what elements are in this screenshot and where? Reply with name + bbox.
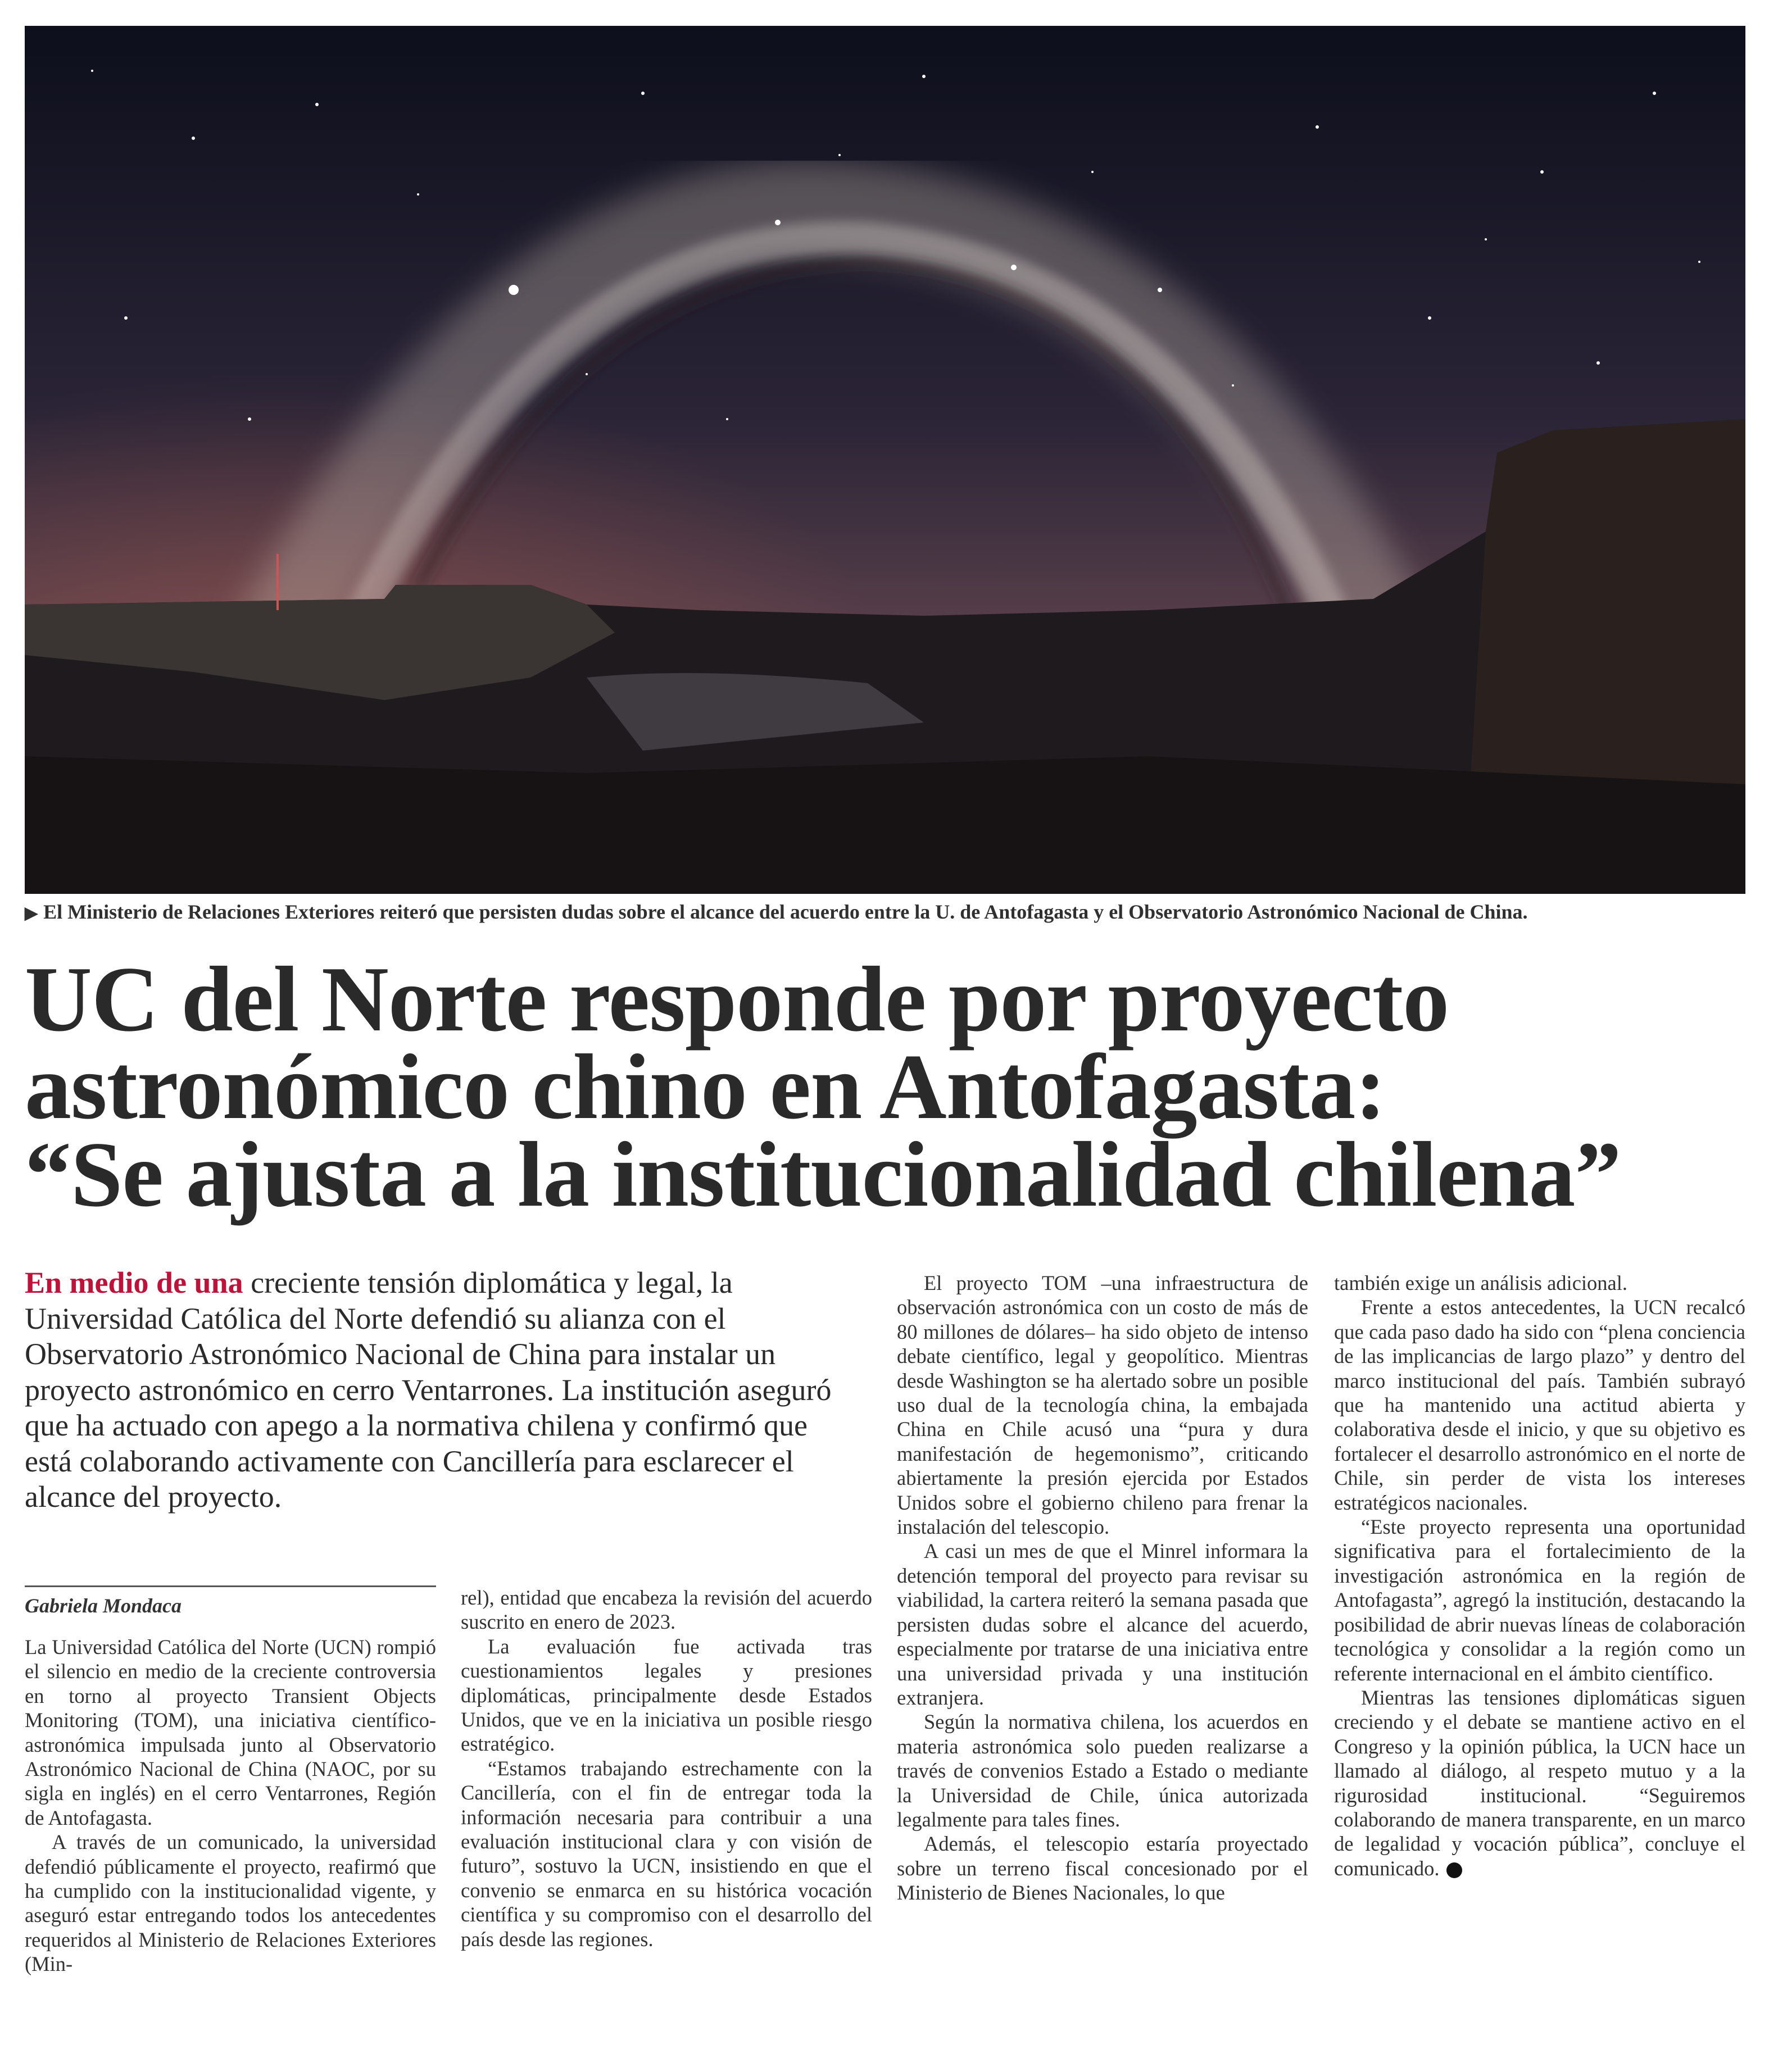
body-column-4 <box>1334 1271 1745 1880</box>
body-column-3 <box>897 1271 1308 1905</box>
body-paragraph: El proyecto TOM –una infraestructura de observación astronómica con un costo de más de 80 millones de dólares– ha sido objeto de intenso debate científico, legal y geopolítico. Mientras desde Washington se ha alertado sobre un posible uso dual de la tecnología china, la embajada China en Chile acusó una “pura y dura manifestación de hegemonismo”, criticando abiertamente la presión ejercida por Estados Unidos sobre el gobierno chileno para frenar la instalación del telescopio. <box>897 1271 1308 1539</box>
lead-kicker: En medio de una <box>25 1266 243 1299</box>
body-column-2 <box>461 1585 872 1951</box>
lead-paragraph <box>25 1265 851 1515</box>
body-column-1 <box>25 1635 436 1976</box>
byline-block <box>25 1585 436 1617</box>
byline: Gabriela Mondaca <box>25 1594 182 1617</box>
end-mark-icon <box>1446 1862 1462 1878</box>
body-paragraph: también exige un análisis adicional. <box>1334 1271 1627 1294</box>
body-paragraph: “Este proyecto representa una oportunidad significativa para el fortalecimiento de la investigación astronómica en la región de Antofagasta”, agregó la institución, destacando la posibilidad de abrir nuevas líneas de colaboración tecnológica y consolidar a la región como un referente internacional en el ámbito científico. <box>1334 1515 1745 1685</box>
body-paragraph: Frente a estos antecedentes, la UCN recalcó que cada paso dado ha sido con “plena conciencia de las implicancias de largo plazo” y dentro del marco institucional del país. También subrayó que ha mantenido una actitud abierta y colaborativa desde el inicio, y que su objetivo es fortalecer el desarrollo astronómico en el norte de Chile, sin perder de vista los intereses estratégicos nacionales. <box>1334 1296 1745 1514</box>
lead-text: creciente tensión diplomática y legal, la Universidad Católica del Norte defendió su alianza con el Observatorio Astronómico Nacional de China para instalar un proyecto astronómico en cerro Ventarrones. La institución aseguró que ha actuado con apego a la normativa chilena y confirmó que está colaborando activamente con Cancillería para esclarecer el alcance del proyecto. <box>25 1266 832 1514</box>
body-paragraph: La evaluación fue activada tras cuestionamientos legales y presiones diplomáticas, principalmente desde Estados Unidos, que ve en la iniciativa un posible riesgo estratégico. <box>461 1634 872 1756</box>
caption-triangle-icon: ▶ <box>25 904 38 923</box>
headline <box>25 947 1756 1226</box>
body-paragraph: A casi un mes de que el Minrel informara la detención temporal del proyecto para revisar su viabilidad, la cartera reiteró la semana pasada que persisten dudas sobre el alcance del acuerdo, especialmente por tratarse de una iniciativa entre una universidad privada y una institución extranjera. <box>897 1539 1308 1709</box>
body-paragraph: A través de un comunicado, la universidad defendió públicamente el proyecto, reafirmó que ha cumplido con la institucionalidad vigente, y aseguró estar entregando todos los antecedentes requeridos al Ministerio de Relaciones Exteriores (Min- <box>25 1830 436 1976</box>
photo-caption <box>25 900 1756 929</box>
body-paragraph: La Universidad Católica del Norte (UCN) rompió el silencio en medio de la creciente controversia en torno al proyecto Transient Objects Monitoring (TOM), una iniciativa científico-astronómica impulsada junto al Observatorio Astronómico Nacional de China (NAOC, por su sigla en inglés) en el cerro Ventarrones, Región de Antofagasta. <box>25 1635 436 1829</box>
closing-text: Mientras las tensiones diplomáticas siguen creciendo y el debate se mantiene activo en el Congreso y la opinión pública, la UCN hace un llamado al diálogo, al respeto mutuo y a la rigurosidad institucional. “Seguiremos colaborando de manera transparente, en un marco de legalidad y vocación pública”, concluye el comunicado. <box>1334 1685 1745 1880</box>
body-paragraph: rel), entidad que encabeza la revisión del acuerdo suscrito en enero de 2023. <box>461 1586 872 1634</box>
headline-line-3: “Se ajusta a la institucionalidad chilena” <box>25 1123 1621 1226</box>
body-paragraph: Además, el telescopio estaría proyectado sobre un terreno fiscal concesionado por el Ministerio de Bienes Nacionales, lo que <box>897 1832 1308 1905</box>
body-paragraph-last <box>1334 1685 1745 1880</box>
headline-line-2: astronómico chino en Antofagasta: <box>25 1035 1386 1138</box>
caption-text: El Ministerio de Relaciones Exteriores reiteró que persisten dudas sobre el alcance del acuerdo entre la U. de Antofagasta y el Observatorio Astronómico Nacional de China. <box>43 901 1528 923</box>
headline-line-1: UC del Norte responde por proyecto <box>25 947 1449 1051</box>
body-paragraph: Según la normativa chilena, los acuerdos en materia astronómica solo pueden realizarse a través de convenios Estado a Estado o mediante la Universidad de Chile, única autorizada legalmente para tales fines. <box>897 1710 1308 1831</box>
milky-way-photo <box>25 26 1745 894</box>
body-paragraph: “Estamos trabajando estrechamente con la Cancillería, con el fin de entregar toda la información necesaria para contribuir a una evaluación institucional clara y con visión de futuro”, sostuvo la UCN, insistiendo en que el convenio se enmarca en su histórica vocación científica y su compromiso con el desarrollo del país desde las regiones. <box>461 1756 872 1951</box>
photo-illustration <box>25 26 1745 894</box>
